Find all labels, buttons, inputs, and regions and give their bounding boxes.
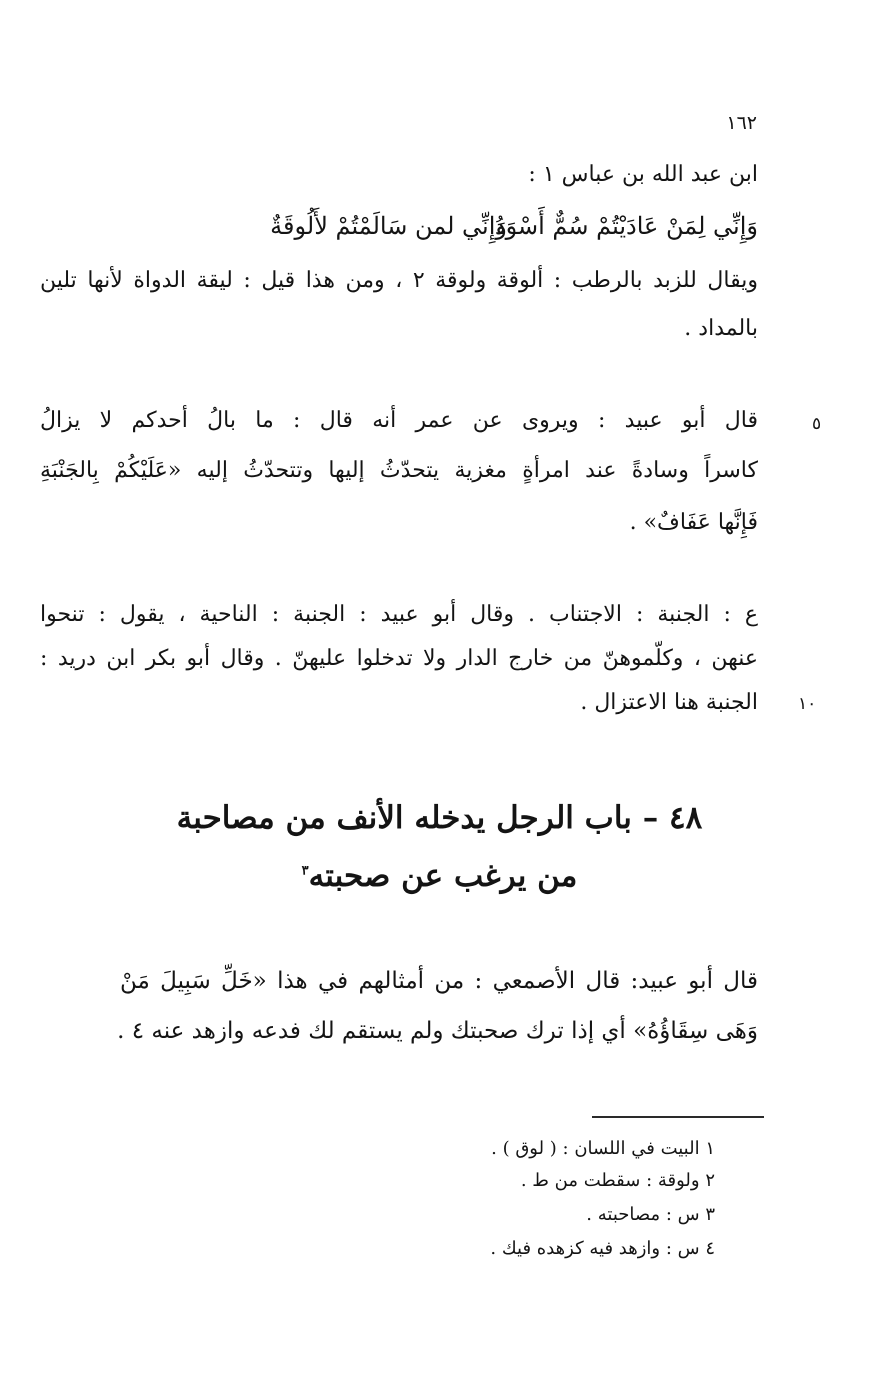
footnote-separator [592, 1116, 764, 1118]
paragraph-line: فَإِنَّها عَفَافٌ» . [629, 510, 758, 535]
verse-hemistich-right: وَإِنِّي لِمَنْ عَادَيْتُمْ سُمٌّ أَسْوَدُ [494, 212, 758, 240]
paragraph-line: وَهَى سِقَاؤُهُ» أي إذا ترك صحبتك ولم يستقم لك فدعه وازهد عنه ٤ . [117, 1018, 758, 1044]
note-line: ويقال للزبد بالرطب : ألوقة ولوقة ٢ ، ومن هذا قيل : ليقة الدواة لأنها تلين [40, 268, 758, 293]
paragraph-line: قال أبو عبيد : ويروى عن عمر أنه قال : ما بالُ أحدكم لا يزالُ [40, 408, 758, 433]
paragraph-line: عنهن ، وكلّموهنّ من خارج الدار ولا تدخلوا عليهنّ . وقال أبو بكر ابن دريد : [40, 646, 758, 671]
verse-hemistich-left: وَإِنِّي لمن سَالَمْتُمْ لأَلُوقَةٌ [270, 212, 507, 240]
chapter-title-line: ٤٨ – باب الرجل يدخله الأنف من مصاحبة [176, 800, 703, 836]
paragraph-line: قال أبو عبيد: قال الأصمعي : من أمثالهم في هذا «خَلِّ سَبِيلَ مَنْ [120, 968, 758, 994]
paragraph-line: كاسراً وسادةً عند امرأةٍ مغزية يتحدّثُ إليها وتتحدّثُ إليه «عَلَيْكُمْ بِالجَنْبَةِ [40, 458, 758, 483]
footnote-item: ٢ ولوقة : سقطت من ط . [520, 1170, 715, 1191]
chapter-title-line [0, 858, 879, 894]
paragraph-line: ع : الجنبة : الاجتناب . وقال أبو عبيد : الجنبة : الناحية ، يقول : تنحوا [40, 602, 758, 627]
paragraph-line: الجنبة هنا الاعتزال . [580, 690, 758, 715]
footnote-mark: ٣ [301, 863, 309, 879]
page-number: ١٦٢ [726, 112, 757, 134]
footnote-item: ١ البيت في اللسان : ( لوق ) . [491, 1138, 715, 1159]
note-line: بالمداد . [684, 316, 758, 341]
chapter-title-text: من يرغب عن صحبته [308, 858, 578, 894]
footnote-item: ٣ س : مصاحبته . [586, 1204, 715, 1225]
line-number-marker: ٥ [812, 414, 822, 434]
verse-attribution: ابن عبد الله بن عباس ١ : [528, 162, 758, 187]
line-number-marker: ١٠ [798, 694, 817, 714]
footnote-item: ٤ س : وازهد فيه كزهده فيك . [490, 1238, 715, 1259]
